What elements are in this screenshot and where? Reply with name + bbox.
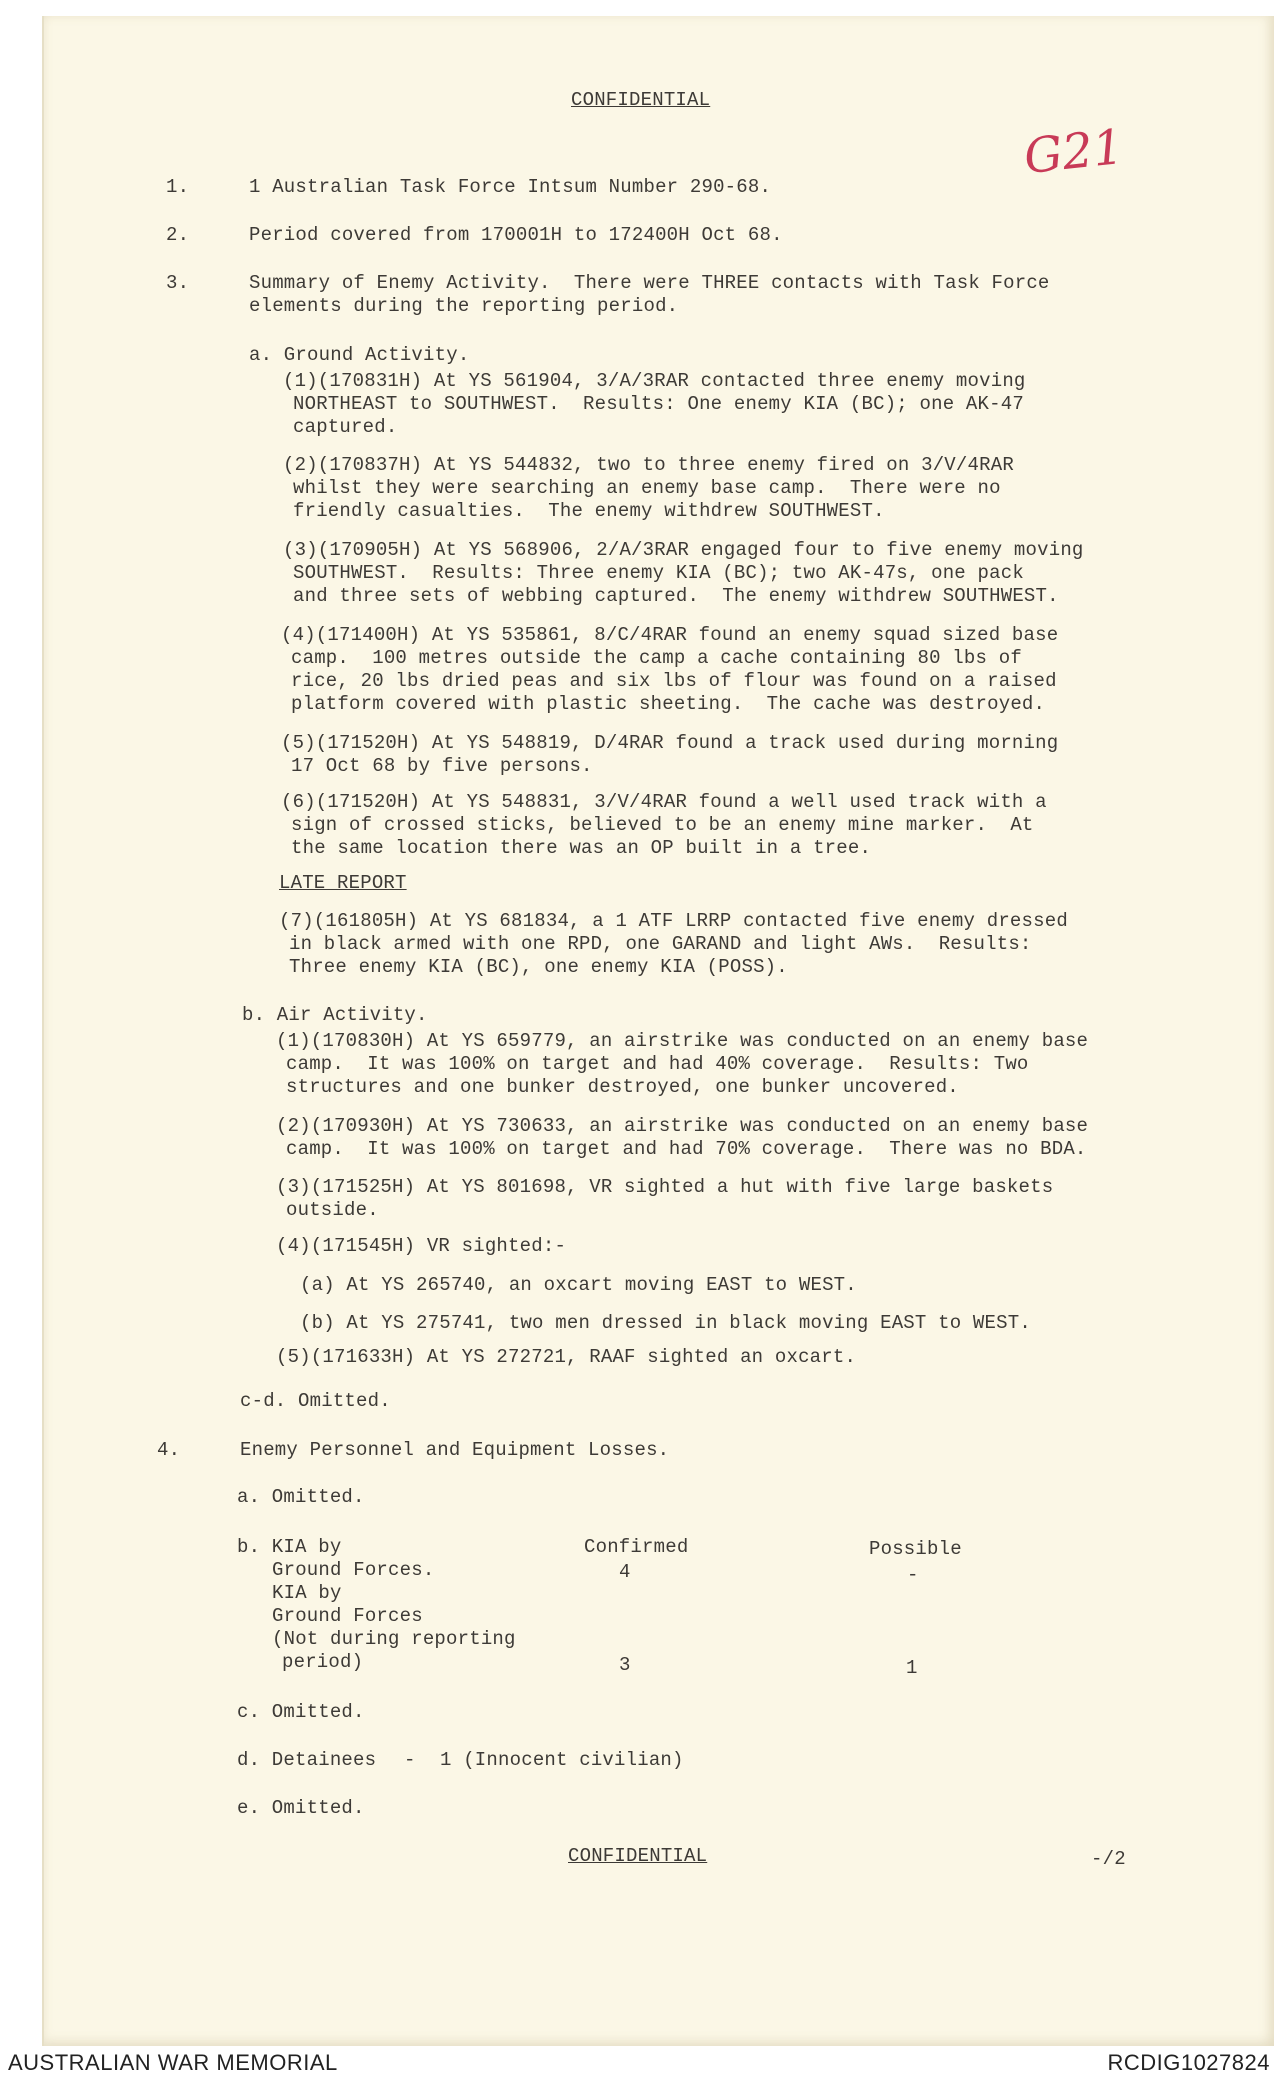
item-4-number: 4. xyxy=(157,1439,181,1461)
ground-entry-2-line1: (2)(170837H) At YS 544832, two to three enemy fired on 3/V/4RAR xyxy=(283,454,1014,476)
ground-entry-5-line2: 17 Oct 68 by five persons. xyxy=(291,755,593,777)
ground-entry-4-line1: (4)(171400H) At YS 535861, 8/C/4RAR found an enemy squad sized base xyxy=(281,624,1059,646)
air-entry-4b: (b) At YS 275741, two men dressed in black moving EAST to WEST. xyxy=(300,1312,1031,1334)
air-entry-4a: (a) At YS 265740, an oxcart moving EAST to WEST. xyxy=(300,1274,857,1296)
air-entry-1-line2: camp. It was 100% on target and had 40% coverage. Results: Two xyxy=(286,1053,1029,1075)
detainees-dash: - xyxy=(404,1749,416,1771)
kia-label-line4: Ground Forces xyxy=(272,1605,423,1627)
archive-reference: RCDIG1027824 xyxy=(1107,2050,1270,2075)
ground-entry-3-line2: SOUTHWEST. Results: Three enemy KIA (BC); two AK-47s, one pack xyxy=(293,562,1024,584)
losses-heading: Enemy Personnel and Equipment Losses. xyxy=(240,1439,670,1461)
ground-activity-heading: a. Ground Activity. xyxy=(249,344,470,366)
ground-entry-3-line3: and three sets of webbing captured. The enemy withdrew SOUTHWEST. xyxy=(293,585,1059,607)
ground-entry-2-line2: whilst they were searching an enemy base camp. There were no xyxy=(293,477,1001,499)
late-report-heading: LATE REPORT xyxy=(279,872,407,894)
air-entry-2-line1: (2)(170930H) At YS 730633, an airstrike was conducted on an enemy base xyxy=(276,1115,1089,1137)
row2-confirmed: 3 xyxy=(619,1654,631,1676)
row2-possible: 1 xyxy=(906,1657,918,1679)
classification-footer: CONFIDENTIAL xyxy=(568,1845,708,1867)
kia-label-line5: (Not during reporting xyxy=(272,1628,516,1650)
items-c-d-omitted: c-d. Omitted. xyxy=(240,1390,391,1412)
kia-label-line2: Ground Forces. xyxy=(272,1559,435,1581)
ground-entry-7-line1: (7)(161805H) At YS 681834, a 1 ATF LRRP contacted five enemy dressed xyxy=(279,910,1068,932)
ground-entry-6-line3: the same location there was an OP built in a tree. xyxy=(291,837,872,859)
handwritten-annotation: G21 xyxy=(1021,118,1127,186)
kia-label-line3: KIA by xyxy=(272,1582,342,1604)
ground-entry-1-line1: (1)(170831H) At YS 561904, 3/A/3RAR contacted three enemy moving xyxy=(283,370,1026,392)
ground-entry-2-line3: friendly casualties. The enemy withdrew SOUTHWEST. xyxy=(293,500,885,522)
document-page xyxy=(42,16,1274,2046)
ground-entry-1-line2: NORTHEAST to SOUTHWEST. Results: One enemy KIA (BC); one AK-47 xyxy=(293,393,1024,415)
ground-entry-4-line3: rice, 20 lbs dried peas and six lbs of flour was found on a raised xyxy=(291,670,1057,692)
ground-entry-5-line1: (5)(171520H) At YS 548819, D/4RAR found a track used during morning xyxy=(281,732,1059,754)
losses-e: e. Omitted. xyxy=(237,1797,365,1819)
item-3-line2: elements during the reporting period. xyxy=(249,295,679,317)
air-entry-5: (5)(171633H) At YS 272721, RAAF sighted an oxcart. xyxy=(276,1346,857,1368)
kia-label-line1: b. KIA by xyxy=(237,1536,342,1558)
ground-entry-7-line3: Three enemy KIA (BC), one enemy KIA (POSS). xyxy=(289,956,788,978)
column-confirmed: Confirmed xyxy=(584,1536,689,1558)
ground-entry-7-line2: in black armed with one RPD, one GARAND and light AWs. Results: xyxy=(289,933,1032,955)
air-activity-heading: b. Air Activity. xyxy=(242,1004,428,1026)
ground-entry-4-line4: platform covered with plastic sheeting. The cache was destroyed. xyxy=(291,693,1046,715)
item-2-number: 2. xyxy=(166,224,190,246)
air-entry-2-line2: camp. It was 100% on target and had 70% coverage. There was no BDA. xyxy=(286,1138,1087,1160)
air-entry-4-line1: (4)(171545H) VR sighted:- xyxy=(276,1235,567,1257)
item-3-number: 3. xyxy=(166,272,190,294)
page-continuation-marker: -/2 xyxy=(1091,1848,1126,1870)
air-entry-1-line3: structures and one bunker destroyed, one bunker uncovered. xyxy=(286,1076,959,1098)
ground-entry-4-line2: camp. 100 metres outside the camp a cache containing 80 lbs of xyxy=(291,647,1022,669)
air-entry-3-line1: (3)(171525H) At YS 801698, VR sighted a hut with five large baskets xyxy=(276,1176,1054,1198)
row1-possible: - xyxy=(907,1564,919,1586)
detainees-value: 1 (Innocent civilian) xyxy=(440,1749,684,1771)
column-possible: Possible xyxy=(869,1538,962,1560)
row1-confirmed: 4 xyxy=(619,1561,631,1583)
losses-c: c. Omitted. xyxy=(237,1701,365,1723)
ground-entry-6-line2: sign of crossed sticks, believed to be an enemy mine marker. At xyxy=(291,814,1034,836)
ground-entry-1-line3: captured. xyxy=(293,416,398,438)
ground-entry-3-line1: (3)(170905H) At YS 568906, 2/A/3RAR engaged four to five enemy moving xyxy=(283,539,1084,561)
item-1-text: 1 Australian Task Force Intsum Number 290-68. xyxy=(249,176,772,198)
detainees-label: d. Detainees xyxy=(237,1749,377,1771)
ground-entry-6-line1: (6)(171520H) At YS 548831, 3/V/4RAR found a well used track with a xyxy=(281,791,1047,813)
item-3-line1: Summary of Enemy Activity. There were THREE contacts with Task Force xyxy=(249,272,1050,294)
air-entry-3-line2: outside. xyxy=(286,1199,379,1221)
losses-a: a. Omitted. xyxy=(237,1486,365,1508)
archive-watermark: AUSTRALIAN WAR MEMORIAL xyxy=(8,2050,338,2075)
item-2-text: Period covered from 170001H to 172400H Oct 68. xyxy=(249,224,783,246)
kia-label-line6: period) xyxy=(282,1651,364,1673)
classification-header: CONFIDENTIAL xyxy=(571,89,711,111)
air-entry-1-line1: (1)(170830H) At YS 659779, an airstrike was conducted on an enemy base xyxy=(276,1030,1089,1052)
item-1-number: 1. xyxy=(166,176,190,198)
